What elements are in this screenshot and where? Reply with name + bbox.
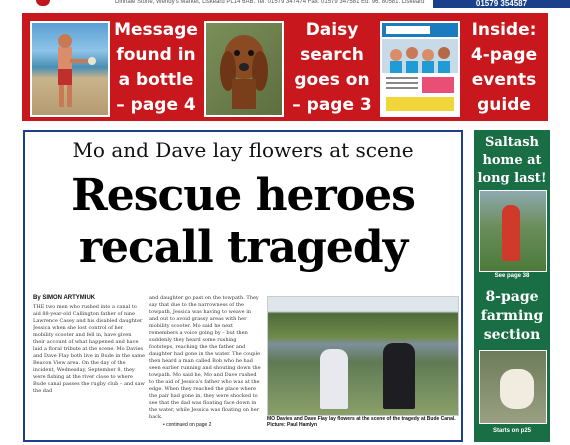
promo-text-daisy-search[interactable]: Daisy search goes on – page 3 <box>292 20 372 115</box>
masthead-address: Dinhale Stone, Wendy's Market, Liskeard PL14 6AB. Tel: 01579 347474 Fax: 01579 347581 Ed: 96. 80581. Liskeard <box>115 0 425 5</box>
byline: By SIMON ARTYMIUK <box>33 295 96 301</box>
man-photo-icon <box>32 23 108 115</box>
sidebar-headline-farming[interactable]: 8-page farming section <box>480 289 544 343</box>
promo-photo-man-at-beach[interactable] <box>30 21 110 117</box>
person-figure <box>383 343 415 409</box>
dog-photo-icon <box>206 23 282 115</box>
player-figure <box>502 205 520 261</box>
guide-cover-icon <box>382 23 458 115</box>
sidebar <box>474 130 550 442</box>
promo-text-events-guide[interactable]: Inside: 4-page events guide <box>470 20 538 115</box>
lead-story <box>23 130 463 442</box>
logo <box>36 0 50 6</box>
sidebar-photo-rugby[interactable] <box>479 190 547 272</box>
sidebar-page-ref[interactable]: See page 38 <box>494 273 530 279</box>
sheep-figure <box>500 369 534 409</box>
masthead-phone: 01579 354587 <box>433 0 570 8</box>
sidebar-headline-saltash[interactable]: Saltash home at long last! <box>477 135 547 186</box>
person-figure <box>320 349 348 409</box>
headline[interactable]: Rescue heroes recall tragedy <box>71 170 415 273</box>
promo-banner <box>22 13 548 121</box>
promo-text-message-bottle[interactable]: Message found in a bottle – page 4 <box>114 20 198 115</box>
sidebar-page-ref-farming[interactable]: Starts on p25 <box>492 428 531 434</box>
story-column-2: and daughter go past on the towpath. They say that due to the narrowness of the towpath, Jessica was having to weave in and out to avoid grassy areas with her mobility scooter. Mo said he next remembers a voice going by – but then suddenly they heard some rushing footsteps, reaching the the father and daughter had gone in the water. The couple then heard a man called Bob who he had seen earlier running and shouting down the towpath. Mo said he, Mo and Dave rushed to the aid of Jessica's father who was at the edge. When they reached the place where the pair had gone in, they were shocked to see that the dad was floating face down in the water, while Jessica was floating on her back. <box>149 295 261 420</box>
story-photo[interactable] <box>267 296 459 416</box>
sidebar-photo-sheep[interactable] <box>479 350 547 424</box>
photo-caption: MO Davies and Dave Flay lay flowers at the scene of the tragedy at Bude Canal. Picture: Paul Hamlyn <box>267 416 456 428</box>
strapline: Mo and Dave lay flowers at scene <box>72 138 414 162</box>
story-column-1: THE two men who rushed into a canal to aid 88-year-old Callington father of nine Lawrence Casey and his disabled daughter Jessica when she lost control of her mobility scooter and fell in, have given their account of what happened and have laid a floral tribute at the scene. Mo Davies and Dave Flay both live in Bude in the same Beacon View area. On the day of the incident, Wednesday, September 8, they were fishing at the river close to where Bude canal passes the rugby club – and saw the dad <box>33 304 145 394</box>
promo-photo-dog[interactable] <box>204 21 284 117</box>
continued-link[interactable]: • continued on page 2 <box>163 422 212 428</box>
promo-events-guide-cover[interactable] <box>380 21 460 117</box>
masthead-strip <box>0 0 570 9</box>
